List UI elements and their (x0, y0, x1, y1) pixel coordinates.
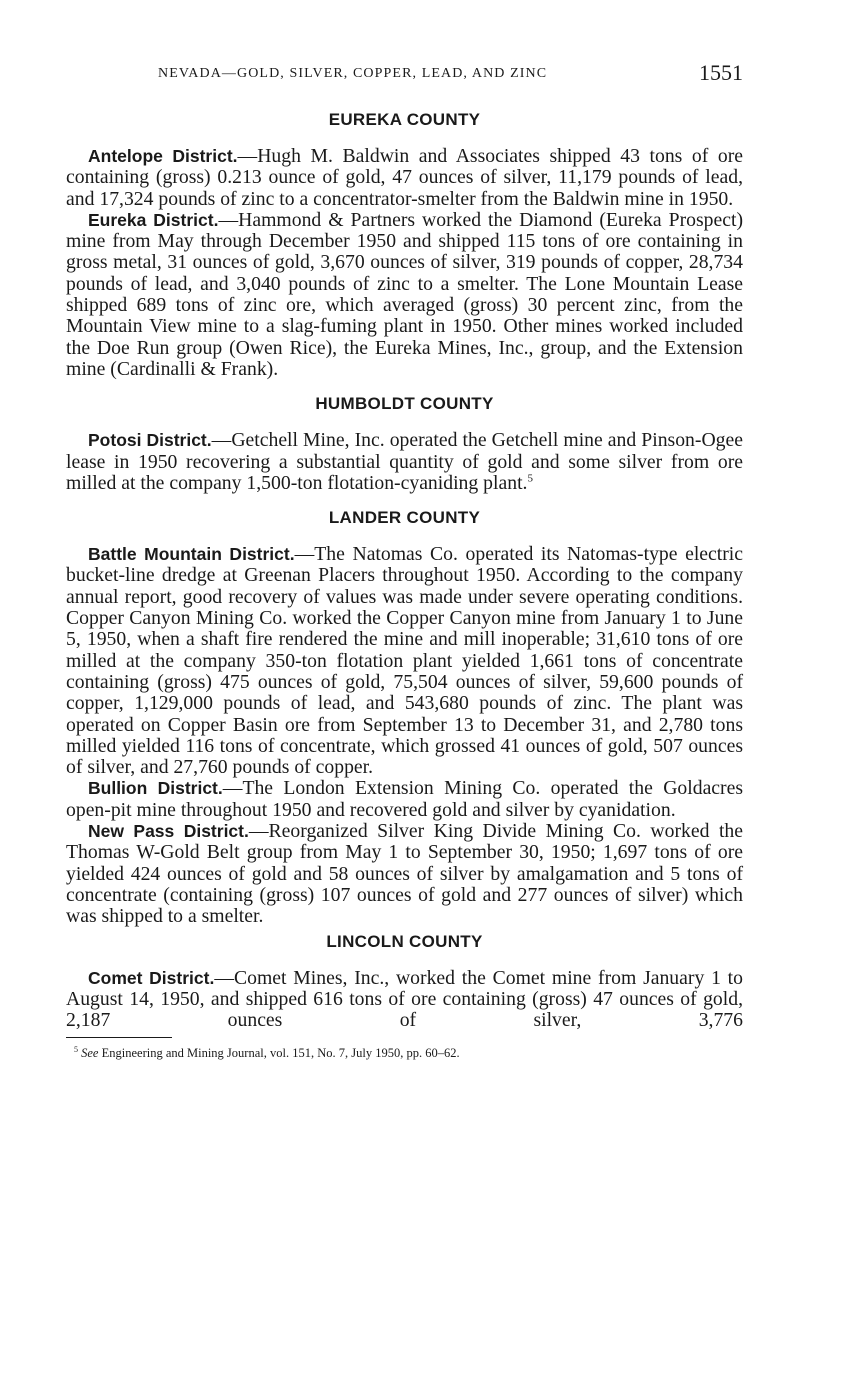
county-heading-eureka: EUREKA COUNTY (328, 110, 481, 129)
footnote (66, 1046, 743, 1061)
district-name: Potosi District. (88, 430, 212, 451)
district-name: Bullion District. (88, 778, 223, 799)
district-paragraph-antelope (66, 146, 743, 210)
district-name: New Pass District. (88, 821, 249, 842)
district-text: —The Natomas Co. operated its Natomas-type electric bucket-line dredge at Greenan Placers throughout 1950. According to the company annual report, good recovery of values was made under severe operating conditions. Copper Canyon Mining Co. worked the Copper Canyon mine from January 1 to June 5, 1950, when a shaft fire rendered the mine and mill inoperable; 31,610 tons of ore milled at the company 350-ton flotation plant yielded 1,661 tons of concentrate containing (gross) 475 ounces of gold, 75,504 ounces of silver, 59,600 pounds of copper, 1,129,000 pounds of lead, and 543,680 pounds of zinc. The plant was operated on Copper Basin ore from September 13 to December 31, and 2,780 tons milled yielded 116 tons of concentrate, which grossed 41 ounces of gold, 507 ounces of silver, and 27,760 pounds of copper. (66, 543, 743, 779)
county-heading-lander: LANDER COUNTY (328, 508, 481, 528)
district-paragraph-potosi (66, 430, 743, 494)
district-name: Battle Mountain District. (88, 544, 295, 565)
district-name: Comet District. (88, 967, 215, 988)
footnote-reference: 5 (527, 472, 533, 485)
district-text: —Hugh M. Baldwin and Associates shipped 43 tons of ore containing (gross) 0.213 ounce of gold, 47 ounces of silver, 11,179 pounds of lead, and 17,324 pounds of zinc to a concentrator-smelter from the Baldwin mine in 1950. (66, 145, 743, 210)
footnote-see: See (81, 1046, 99, 1061)
district-text: —The London Extension Mining Co. operated the Goldacres open-pit mine throughout 1950 and recovered gold and silver by cyanidation. (66, 777, 743, 821)
district-name: Antelope District. (88, 146, 238, 166)
district-paragraph-new-pass (66, 821, 743, 927)
district-text: —Hammond & Partners worked the Diamond (Eureka Prospect) mine from May through December 1950 and shipped 115 tons of ore containing in gross metal, 31 ounces of gold, 3,670 ounces of silver, 319 pounds of copper, 28,734 pounds of lead, and 3,040 pounds of zinc to a smelter. The Lone Mountain Lease shipped 689 tons of zinc ore, which averaged (gross) 30 percent zinc, from the Mountain View mine to a slag-fuming plant in 1950. Other mines worked included the Doe Run group (Owen Rice), the Eureka Mines, Inc., group, and the Extension mine (Cardinalli & Frank). (66, 208, 743, 380)
footnote-mark: 5 (74, 1045, 78, 1055)
document-page (66, 62, 743, 1061)
county-heading-humboldt: HUMBOLDT COUNTY (315, 394, 494, 414)
district-text: —Getchell Mine, Inc. operated the Getchell mine and Pinson-Ogee lease in 1950 recovering a substantial quantity of gold and some silver from ore milled at the company 1,500-ton flotation-cyaniding plant. (66, 429, 743, 494)
footnote-text: Engineering and Mining Journal, vol. 151, No. 7, July 1950, pp. 60–62. (101, 1046, 460, 1061)
district-name: Eureka District. (88, 209, 219, 230)
running-title: NEVADA—GOLD, SILVER, COPPER, LEAD, AND ZINC (158, 66, 548, 81)
district-text: —Reorganized Silver King Divide Mining Co. worked the Thomas W-Gold Belt group from May 1 to September 30, 1950; 1,697 tons of ore yielded 424 ounces of gold and 58 ounces of silver by amalgamation and 5 tons of concentrate (containing (gross) 107 ounces of gold and 277 ounces of silver) which was shipped to a smelter. (66, 820, 743, 928)
district-text: —Comet Mines, Inc., worked the Comet mine from January 1 to August 14, 1950, and shipped 616 tons of ore containing (gross) 47 ounces of gold, 2,187 ounces of silver, 3,776 (66, 966, 744, 1032)
page-number: 1551 (699, 60, 743, 85)
district-paragraph-battle-mountain (66, 544, 743, 778)
county-heading-lincoln: LINCOLN COUNTY (326, 931, 483, 951)
district-paragraph-comet (66, 968, 743, 1032)
running-head (66, 62, 743, 96)
district-paragraph-bullion (66, 778, 743, 821)
district-paragraph-eureka (66, 210, 743, 380)
footnote-rule (66, 1037, 172, 1038)
